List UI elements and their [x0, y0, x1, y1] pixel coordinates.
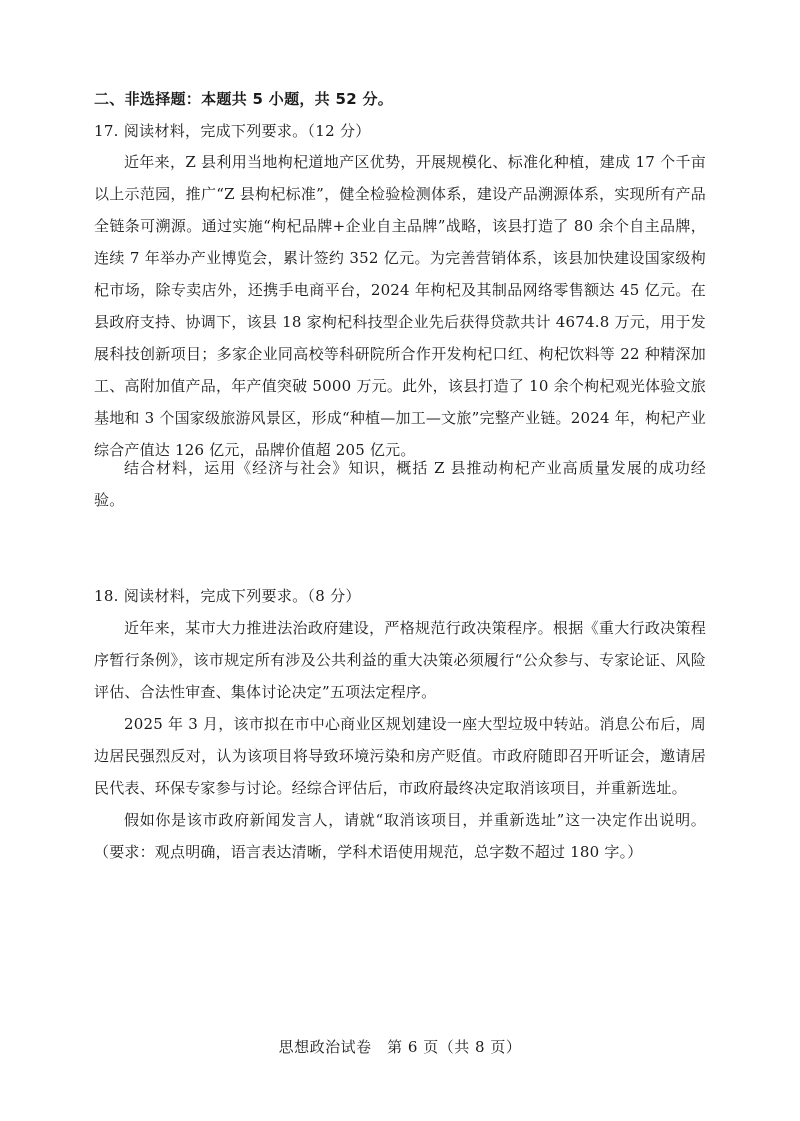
question-17-material: 近年来，Z 县利用当地枸杞道地产区优势，开展规模化、标准化种植，建成 17 个千亩以上示范园，推广“Z 县枸杞标准”，健全检验检测体系，建设产品溯源体系，实现所有产品全链条可溯源。通过实施“枸杞品牌+企业自主品牌”战略，该县打造了 80 余个自主品牌，连续 7 年举办产业博览会，累计签约 352 亿元。为完善营销体系，该县加快建设国家级枸杞市场，除专卖店外，还携手电商平台，2024 年枸杞及其制品网络零售额达 45 亿元。在县政府支持、协调下，该县 18 家枸杞科技型企业先后获得贷款共计 4674.8 万元，用于发展科技创新项目；多家企业同高校等科研院所合作开发枸杞口红、枸杞饮料等 22 种精深加工、高附加值产品，年产值突破 5000 万元。此外，该县打造了 10 余个枸杞观光体验文旅基地和 3 个国家级旅游风景区，形成“种植—加工—文旅”完整产业链。2024 年，枸杞产业综合产值达 126 亿元，品牌价值超 205 亿元。	[94, 153, 706, 459]
question-18-prompt: 假如你是该市政府新闻发言人，请就“取消该项目，并重新选址”这一决定作出说明。（要求：观点明确，语言表达清晰，学科术语使用规范，总字数不超过 180 字。）	[94, 811, 706, 861]
question-18-material-1: 近年来，某市大力推进法治政府建设，严格规范行政决策程序。根据《重大行政决策程序暂行条例》，该市规定所有涉及公共利益的重大决策必须履行“公众参与、专家论证、风险评估、合法性审查、集体讨论决定”五项法定程序。	[94, 619, 706, 701]
question-18-material-2: 2025 年 3 月，该市拟在市中心商业区规划建设一座大型垃圾中转站。消息公布后，周边居民强烈反对，认为该项目将导致环境污染和房产贬值。市政府随即召开听证会，邀请居民代表、环保专家参与讨论。经综合评估后，市政府最终决定取消该项目，并重新选址。	[94, 715, 706, 797]
page-footer: 思想政治试卷 第 6 页（共 8 页）	[278, 1038, 522, 1056]
question-17-title: 17. 阅读材料，完成下列要求。（12 分）	[94, 122, 371, 140]
question-18-title: 18. 阅读材料，完成下列要求。（8 分）	[94, 587, 361, 605]
question-17-prompt: 结合材料，运用《经济与社会》知识，概括 Z 县推动枸杞产业高质量发展的成功经验。	[94, 459, 706, 509]
section-heading: 二、非选择题：本题共 5 小题，共 52 分。	[94, 90, 394, 108]
